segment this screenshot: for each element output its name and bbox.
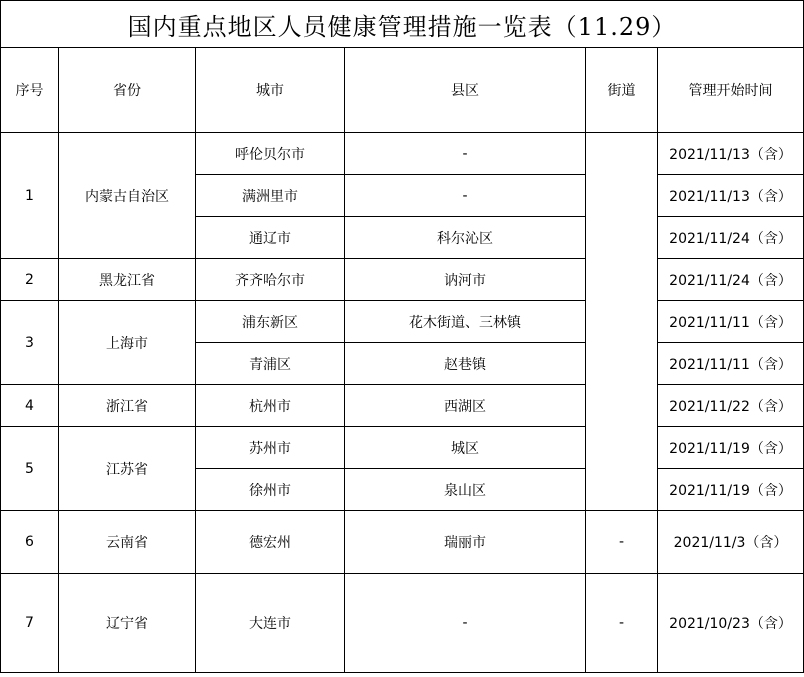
table-row — [1, 511, 804, 574]
cell-city: 通辽市 — [196, 217, 345, 259]
cell-city: 呼伦贝尔市 — [196, 133, 345, 175]
cell-city: 德宏州 — [196, 511, 345, 574]
table-row — [1, 385, 804, 427]
cell-no: 7 — [1, 574, 59, 673]
cell-county: - — [345, 133, 586, 175]
cell-start: 2021/11/24（含） — [658, 259, 804, 301]
cell-city: 大连市 — [196, 574, 345, 673]
cell-county: - — [345, 175, 586, 217]
cell-no: 1 — [1, 133, 59, 259]
cell-city: 浦东新区 — [196, 301, 345, 343]
cell-city: 满洲里市 — [196, 175, 345, 217]
cell-province: 江苏省 — [59, 427, 196, 511]
cell-no: 4 — [1, 385, 59, 427]
cell-city: 杭州市 — [196, 385, 345, 427]
header-street: 街道 — [586, 48, 658, 133]
table-row — [1, 574, 804, 673]
table-title: 国内重点地区人员健康管理措施一览表（11.29） — [1, 1, 804, 48]
cell-county: 瑞丽市 — [345, 511, 586, 574]
cell-start: 2021/11/22（含） — [658, 385, 804, 427]
cell-province: 内蒙古自治区 — [59, 133, 196, 259]
cell-city: 苏州市 — [196, 427, 345, 469]
cell-start: 2021/11/19（含） — [658, 427, 804, 469]
cell-county: - — [345, 574, 586, 673]
cell-county: 泉山区 — [345, 469, 586, 511]
cell-no: 5 — [1, 427, 59, 511]
cell-no: 2 — [1, 259, 59, 301]
header-no: 序号 — [1, 48, 59, 133]
cell-province: 云南省 — [59, 511, 196, 574]
header-province: 省份 — [59, 48, 196, 133]
table-row — [1, 259, 804, 301]
cell-city: 青浦区 — [196, 343, 345, 385]
cell-province: 浙江省 — [59, 385, 196, 427]
table-row — [1, 301, 804, 343]
cell-start: 2021/11/13（含） — [658, 175, 804, 217]
cell-start: 2021/11/24（含） — [658, 217, 804, 259]
cell-county: 西湖区 — [345, 385, 586, 427]
header-county: 县区 — [345, 48, 586, 133]
cell-no: 6 — [1, 511, 59, 574]
cell-start: 2021/11/19（含） — [658, 469, 804, 511]
header-city: 城市 — [196, 48, 345, 133]
cell-no: 3 — [1, 301, 59, 385]
cell-county: 赵巷镇 — [345, 343, 586, 385]
cell-city: 徐州市 — [196, 469, 345, 511]
header-row — [1, 48, 804, 133]
cell-county: 科尔沁区 — [345, 217, 586, 259]
table-row — [1, 427, 804, 469]
cell-start: 2021/11/11（含） — [658, 343, 804, 385]
cell-province: 辽宁省 — [59, 574, 196, 673]
cell-start: 2021/11/3（含） — [658, 511, 804, 574]
cell-street — [586, 133, 658, 511]
cell-county: 城区 — [345, 427, 586, 469]
cell-county: 讷河市 — [345, 259, 586, 301]
table-row — [1, 133, 804, 175]
cell-start: 2021/10/23（含） — [658, 574, 804, 673]
cell-province: 黑龙江省 — [59, 259, 196, 301]
cell-province: 上海市 — [59, 301, 196, 385]
cell-county: 花木街道、三林镇 — [345, 301, 586, 343]
header-start-time: 管理开始时间 — [658, 48, 804, 133]
cell-start: 2021/11/11（含） — [658, 301, 804, 343]
cell-street: - — [586, 511, 658, 574]
cell-city: 齐齐哈尔市 — [196, 259, 345, 301]
cell-street: - — [586, 574, 658, 673]
cell-start: 2021/11/13（含） — [658, 133, 804, 175]
